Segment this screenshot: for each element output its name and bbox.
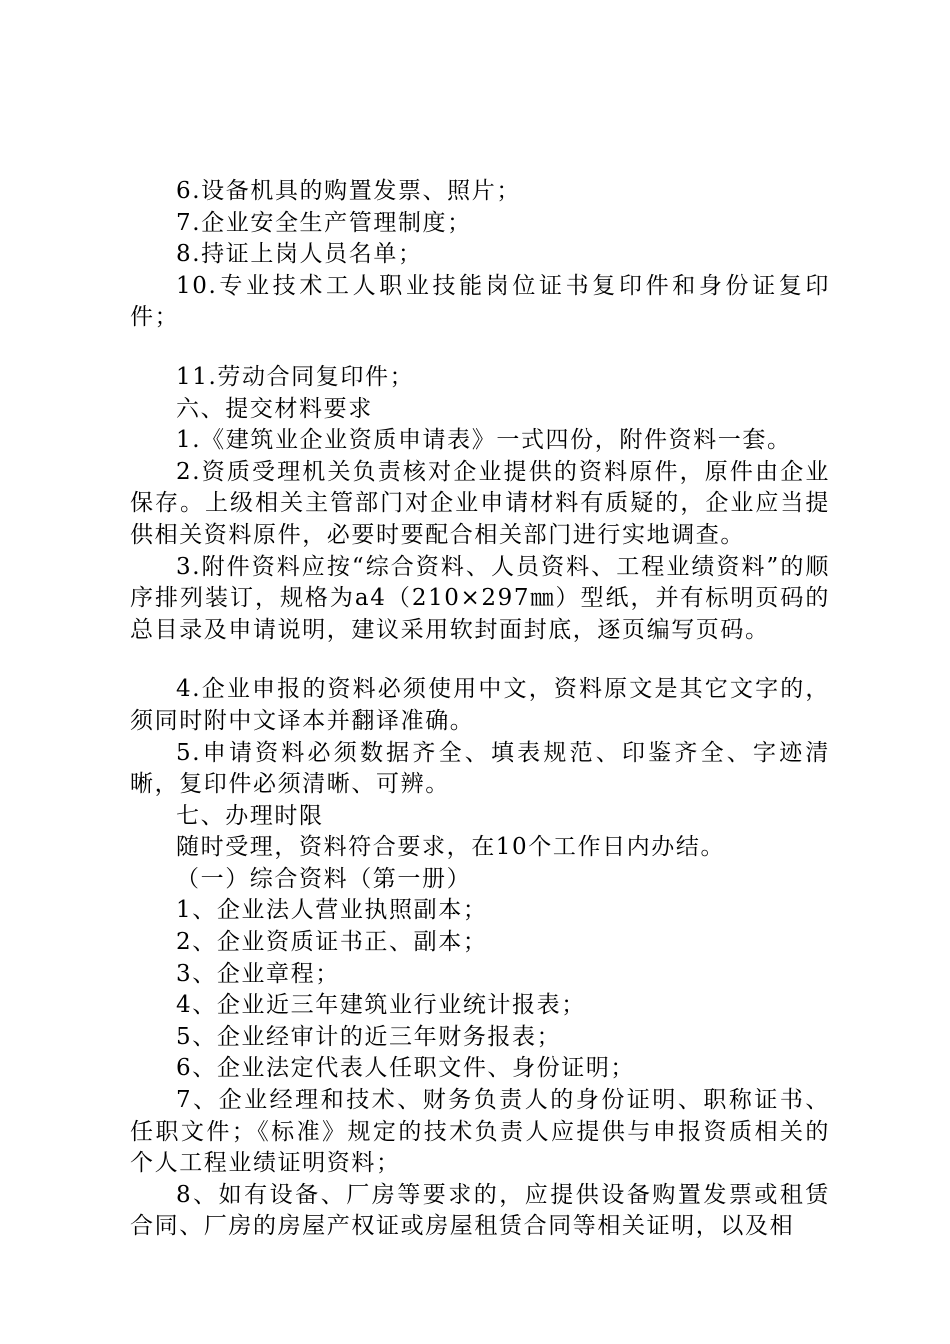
list-item: 2、企业资质证书正、副本； — [176, 929, 488, 956]
subsection-heading: （一）综合资料（第一册） — [176, 865, 472, 892]
paragraph: 随时受理，资料符合要求，在10个工作日内办结。 — [176, 834, 726, 861]
paragraph: 1.《建筑业企业资质申请表》一式四份，附件资料一套。 — [176, 427, 792, 454]
paragraph: 7.企业安全生产管理制度； — [176, 209, 472, 236]
list-item: 5、企业经审计的近三年财务报表； — [176, 1023, 562, 1050]
paragraph: 5.申请资料必须数据齐全、填表规范、印鉴齐全、字迹清晰，复印件必须清晰、可辨。 — [130, 739, 830, 798]
paragraph: 2.资质受理机关负责核对企业提供的资料原件，原件由企业保存。上级相关主管部门对企业申请材料有质疑的，企业应当提供相关资料原件，必要时要配合相关部门进行实地调查。 — [130, 458, 830, 548]
list-item: 4、企业近三年建筑业行业统计报表； — [176, 992, 586, 1019]
section-heading: 七、办理时限 — [176, 802, 324, 829]
paragraph: 8.持证上岗人员名单； — [176, 241, 423, 268]
list-item: 8、如有设备、厂房等要求的，应提供设备购置发票或租赁合同、厂房的房屋产权证或房屋租赁合同等相关证明，以及相 — [130, 1181, 830, 1240]
paragraph: 10.专业技术工人职业技能岗位证书复印件和身份证复印件； — [130, 272, 830, 331]
paragraph: 11.劳动合同复印件； — [176, 363, 415, 390]
document-body — [130, 176, 830, 1243]
list-item: 3、企业章程； — [176, 960, 340, 987]
paragraph: 6.设备机具的购置发票、照片； — [176, 178, 521, 204]
section-heading: 六、提交材料要求 — [176, 395, 373, 422]
list-item: 1、企业法人营业执照副本； — [176, 897, 488, 924]
paragraph: 3.附件资料应按“综合资料、人员资料、工程业绩资料”的顺序排列装订，规格为a4（210×297㎜）型纸，并有标明页码的总目录及申请说明，建议采用软封面封底，逐页编写页码。 — [130, 553, 830, 643]
paragraph: 4.企业申报的资料必须使用中文，资料原文是其它文字的，须同时附中文译本并翻译准确。 — [130, 676, 830, 734]
list-item: 6、企业法定代表人任职文件、身份证明； — [176, 1055, 636, 1082]
list-item: 7、企业经理和技术、财务负责人的身份证明、职称证书、任职文件；《标准》规定的技术负责人应提供与申报资质相关的个人工程业绩证明资料； — [130, 1087, 830, 1177]
